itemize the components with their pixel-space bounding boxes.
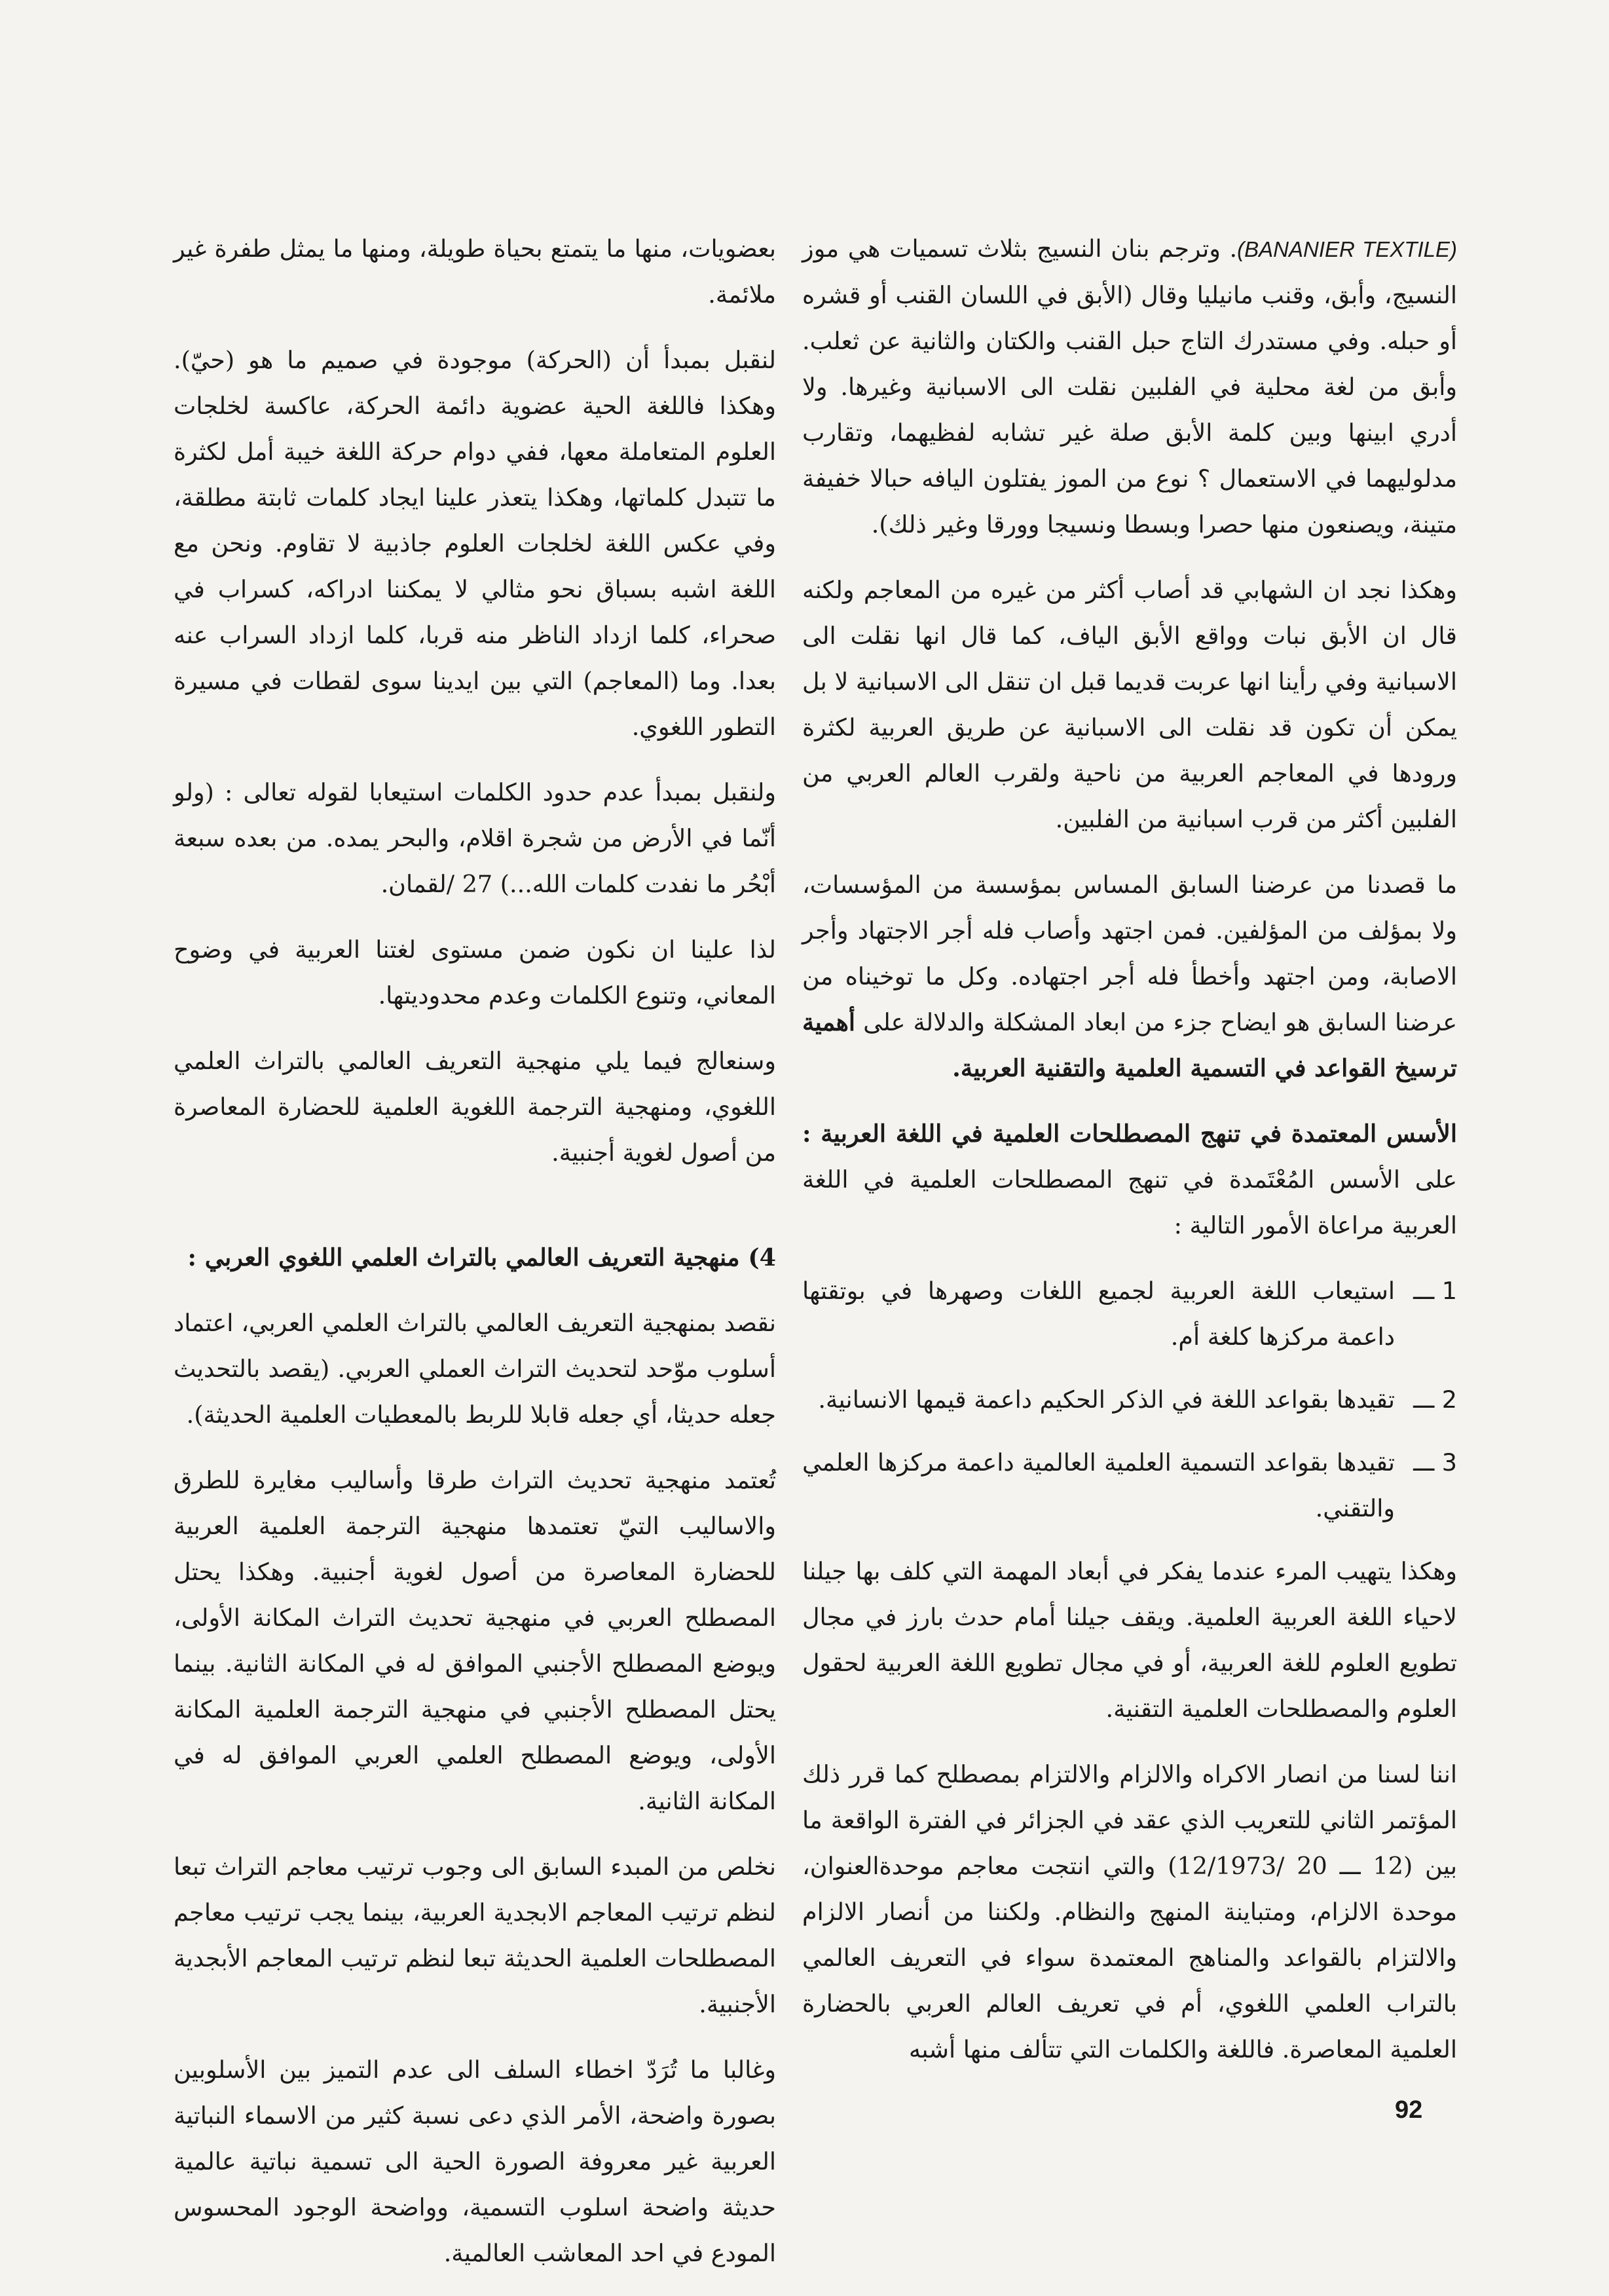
left-column (174, 226, 776, 2296)
paragraph (802, 226, 1457, 548)
list-number: 3 ـــ (1413, 1448, 1457, 1477)
latin-term: (BANANIER TEXTILE) (1237, 237, 1457, 261)
list-number: 2 ـــ (1413, 1385, 1457, 1414)
paragraph (802, 862, 1457, 1091)
page-number: 92 (1395, 2096, 1423, 2124)
paragraph-text: . وترجم بنان النسيج بثلاث تسميات هي موز النسيج، وأبق، وقنب مانيليا وقال (الأبق في اللسان القنب أو قشره أو حبله. وفي مستدرك التاج حبل القنب والكتان والثانية عن ثعلب. وأبق من لغة محلية في الفلبين نقلت الى الاسبانية وغيرها. ولا أدري ابينها وبين كلمة الأبق صلة غير تشابه لفظيهما، وتقارب مدلوليهما في الاستعمال ؟ نوع من الموز يفتلون اليافه حبالا خفيفة متينة، ويصنعون منها حصرا وبسطا ونسيجا وورقا وغير ذلك). (802, 235, 1457, 538)
list-item (802, 1440, 1457, 1532)
section-heading: 4) منهجية التعريف العالمي بالتراث العلمي اللغوي العربي : (187, 1243, 776, 1271)
heading-follow-text: على الأسس المُعْتَمدة في تنهج المصطلحات العلمية في اللغة العربية مراعاة الأمور التالية : (802, 1165, 1457, 1239)
list-item (802, 1268, 1457, 1360)
list-item (802, 1377, 1457, 1423)
list-text: تقيدها بقواعد اللغة في الذكر الحكيم داعمة قيمها الانسانية. (818, 1385, 1395, 1414)
paragraph: بعضويات، منها ما يتمتع بحياة طويلة، ومنها ما يمثل طفرة غير ملائمة. (174, 235, 776, 309)
paragraph: ولنقبل بمبدأ عدم حدود الكلمات استيعابا لقوله تعالى : (ولو أنّما في الأرض من شجرة اقلام، والبحر يمده. من بعده سبعة أبْحُر ما نفدت كلمات الله...) 27 /لقمان. (174, 778, 776, 898)
paragraph: وسنعالج فيما يلي منهجية التعريف العالمي بالتراث العلمي اللغوي، ومنهجية الترجمة اللغوية العلمية للحضارة المعاصرة من أصول لغوية أجنبية. (174, 1047, 776, 1167)
paragraph: نقصد بمنهجية التعريف العالمي بالتراث العلمي العربي، اعتماد أسلوب موّحد لتحديث التراث العملي العربي. (يقصد بالتحديث جعله حديثا، أي جعله قابلا للربط بالمعطيات العلمية الحديثة). (174, 1309, 776, 1429)
paragraph: وهكذا نجد ان الشهابي قد أصاب أكثر من غيره من المعاجم ولكنه قال ان الأبق نبات وواقع الأبق الياف، كما قال انها نقلت الى الاسبانية وفي رأينا انها عربت قديما قبل ان تنقل الى الاسبانية لا بل يمكن أن تكون قد نقلت الى الاسبانية عن طريق العربية لكثرة ورودها في المعاجم العربية من ناحية ولقرب العالم العربي من الفلبين أكثر من قرب اسبانية من الفلبين. (802, 576, 1457, 833)
list-text: استيعاب اللغة العربية لجميع اللغات وصهرها في بوتقتها داعمة مركزها كلغة أم. (802, 1277, 1395, 1351)
heading-paragraph (802, 1111, 1457, 1249)
emphasis-text: أهمية ترسيخ القواعد في التسمية العلمية والتقنية العربية. (802, 1008, 1457, 1082)
paragraph-text: ما قصدنا من عرضنا السابق المساس بمؤسسة من المؤسسات، ولا بمؤلف من المؤلفين. فمن اجتهد وأصاب فله أجر الاجتهاد وأجر الاصابة، ومن اجتهد وأخطأ فله أجر اجتهاده. وكل ما توخيناه من عرضنا السابق هو ايضاح جزء من ابعاد المشكلة والدلالة على (802, 871, 1457, 1036)
paragraph: وهكذا يتهيب المرء عندما يفكر في أبعاد المهمة التي كلف بها جيلنا لاحياء اللغة العربية العلمية. ويقف جيلنا أمام حدث بارز في مجال تطويع العلوم للغة العربية، أو في مجال تطويع اللغة العربية لحقول العلوم والمصطلحات العلمية التقنية. (802, 1557, 1457, 1723)
list-text: تقيدها بقواعد التسمية العلمية العالمية داعمة مركزها العلمي والتقني. (802, 1448, 1395, 1522)
section-heading: الأسس المعتمدة في تنهج المصطلحات العلمية في اللغة العربية : (802, 1120, 1457, 1148)
paragraph: لذا علينا ان نكون ضمن مستوى لغتنا العربية في وضوح المعاني، وتنوع الكلمات وعدم محدوديتها. (174, 935, 776, 1009)
paragraph: اننا لسنا من انصار الاكراه والالزام والالتزام بمصطلح كما قرر ذلك المؤتمر الثاني للتعريب الذي عقد في الجزائر في الفترة الواقعة ما بين (12 ـــ 20 /12/1973) والتي انتجت معاجم موحدةالعنوان، موحدة الالزام، ومتباينة المنهج والنظام. ولكننا من أنصار الالزام والالتزام بالقواعد والمناهج المعتمدة سواء في التعريف العالمي بالتراب العلمي اللغوي، أم في تعريف العالم العربي بالحضارة العلمية المعاصرة. فاللغة والكلمات التي تتألف منها أشبه (802, 1760, 1457, 2063)
paragraph: تُعتمد منهجية تحديث التراث طرقا وأساليب مغايرة للطرق والاساليب التيّ تعتمدها منهجية الترجمة العلمية العربية للحضارة المعاصرة من أصول لغوية أجنبية. وهكذا يحتل المصطلح العربي في منهجية تحديث التراث المكانة الأولى، ويوضع المصطلح الأجنبي الموافق له في المكانة الثانية. بينما يحتل المصطلح الأجنبي في منهجية الترجمة العلمية المكانة الأولى، ويوضع المصطلح العلمي العربي الموافق له في المكانة الثانية. (174, 1466, 776, 1815)
paragraph: لنقبل بمبدأ أن (الحركة) موجودة في صميم ما هو (حيّ). وهكذا فاللغة الحية عضوية دائمة الحركة، عاكسة لخلجات العلوم المتعاملة معها، ففي دوام حركة اللغة خيبة أمل لكثرة ما تتبدل كلماتها، وهكذا يتعذر علينا ايجاد كلمات ثابتة مطلقة، وفي عكس اللغة لخلجات العلوم جاذبية لا تقاوم. ونحن مع اللغة اشبه بسباق نحو مثالي لا يمكننا ادراكه، كسراب في صحراء، كلما ازداد الناظر منه قربا، كلما ازداد السراب عنه بعدا. وما (المعاجم) التي بين ايدينا سوى لقطات في مسيرة التطور اللغوي. (174, 346, 776, 741)
right-column (802, 226, 1457, 2092)
paragraph: وغالبا ما تُرَدّ اخطاء السلف الى عدم التميز بين الأسلوبين بصورة واضحة، الأمر الذي دعى نسبة كثير من الاسماء النباتية العربية غير معروفة الصورة الحية الى تسمية نباتية عالمية حديثة واضحة اسلوب التسمية، وواضحة الوجود المحسوس المودع في احد المعاشب العالمية. (174, 2056, 776, 2267)
list-number: 1 ـــ (1413, 1277, 1457, 1305)
paragraph: نخلص من المبدء السابق الى وجوب ترتيب معاجم التراث تبعا لنظم ترتيب المعاجم الابجدية العربية، بينما يجب ترتيب معاجم المصطلحات العلمية الحديثة تبعا لنظم ترتيب المعاجم الأبجدية الأجنبية. (174, 1853, 776, 2018)
